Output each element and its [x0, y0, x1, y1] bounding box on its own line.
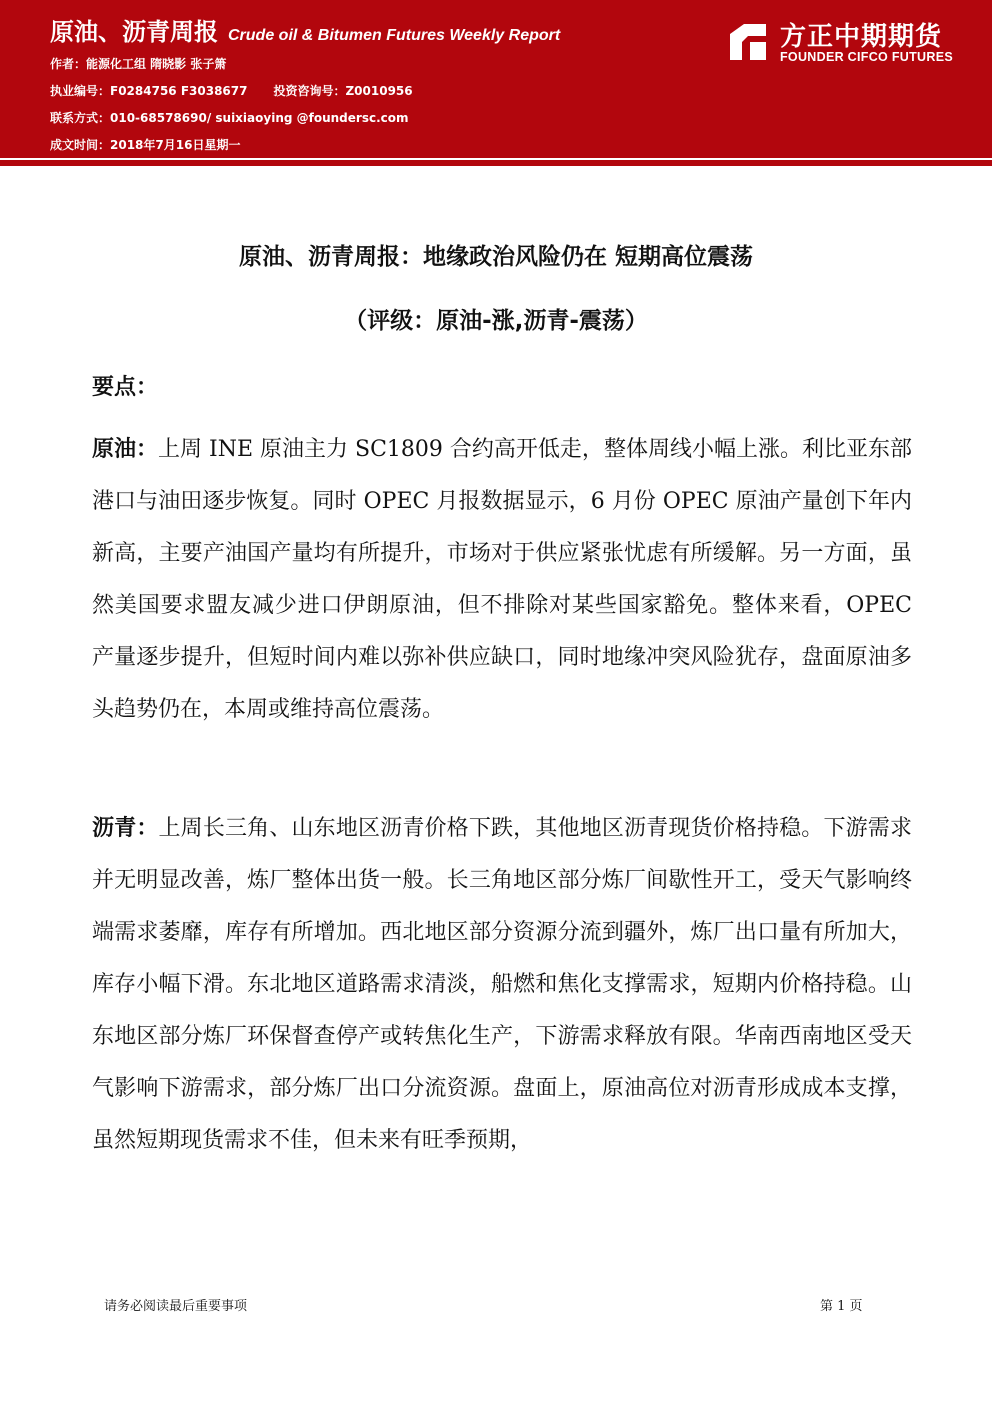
founder-logo-icon [726, 20, 770, 64]
logo-name-en: FOUNDER CIFCO FUTURES [780, 50, 953, 64]
key-points-heading: 要点： [92, 375, 159, 400]
report-title-cn: 原油、沥青周报 [50, 18, 218, 46]
company-logo [726, 16, 978, 68]
document-title: 原油、沥青周报：地缘政治风险仍在 短期高位震荡 [238, 244, 753, 270]
footer-disclaimer-note: 请务必阅读最后重要事项 [104, 1299, 248, 1314]
date-line: 成文时间：2018年7月16日星期一 [50, 138, 241, 152]
report-title [50, 12, 560, 44]
logo-name-cn: 方正中期期货 [780, 22, 943, 52]
consult-number: 投资咨询号：Z0010956 [273, 84, 413, 98]
contact-line: 联系方式：010-68578690/ suixiaoying @foundersc.com [50, 111, 409, 125]
crude-oil-text: 上周 INE 原油主力 SC1809 合约高开低走，整体周线小幅上涨。利比亚东部港口与油田逐步恢复。同时 OPEC 月报数据显示，6 月份 OPEC 原油产量创下年内新高，主要产油国产量均有所提升，市场对于供应紧张忧虑有所缓解。另一方面，虽然美国要求盟友减少进口伊朗原油，但不排除对某些国家豁免。整体来看，OPEC 产量逐步提升，但短时间内难以弥补供应缺口，同时地缘冲突风险犹存，盘面原油多头趋势仍在，本周或维持高位震荡。 [92, 437, 912, 722]
bitumen-text: 上周长三角、山东地区沥青价格下跌，其他地区沥青现货价格持稳。下游需求并无明显改善，炼厂整体出货一般。长三角地区部分炼厂间歇性开工，受天气影响终端需求萎靡，库存有所增加。西北地区部分资源分流到疆外，炼厂出口量有所加大，库存小幅下滑。东北地区道路需求清淡，船燃和焦化支撑需求，短期内价格持稳。山东地区部分炼厂环保督查停产或转焦化生产，下游需求释放有限。华南西南地区受天气影响下游需求，部分炼厂出口分流资源。盘面上，原油高位对沥青形成成本支撑，虽然短期现货需求不佳，但未来有旺季预期， [92, 816, 912, 1153]
report-title-en: Crude oil & Bitumen Futures Weekly Report [228, 27, 561, 44]
bitumen-paragraph [92, 803, 912, 1167]
header-divider [0, 160, 992, 166]
crude-oil-lead: 原油： [92, 437, 159, 462]
author-line: 作者：能源化工组 隋晓影 张子箫 [50, 57, 227, 71]
license-line [50, 82, 413, 99]
page-number: 第 1 页 [820, 1299, 863, 1314]
bitumen-lead: 沥青： [92, 816, 159, 841]
document-rating: （评级：原油-涨,沥青-震荡） [344, 308, 648, 334]
crude-oil-paragraph [92, 424, 912, 736]
license-number: 执业编号：F0284756 F3038677 [50, 84, 248, 98]
report-header [0, 0, 992, 158]
